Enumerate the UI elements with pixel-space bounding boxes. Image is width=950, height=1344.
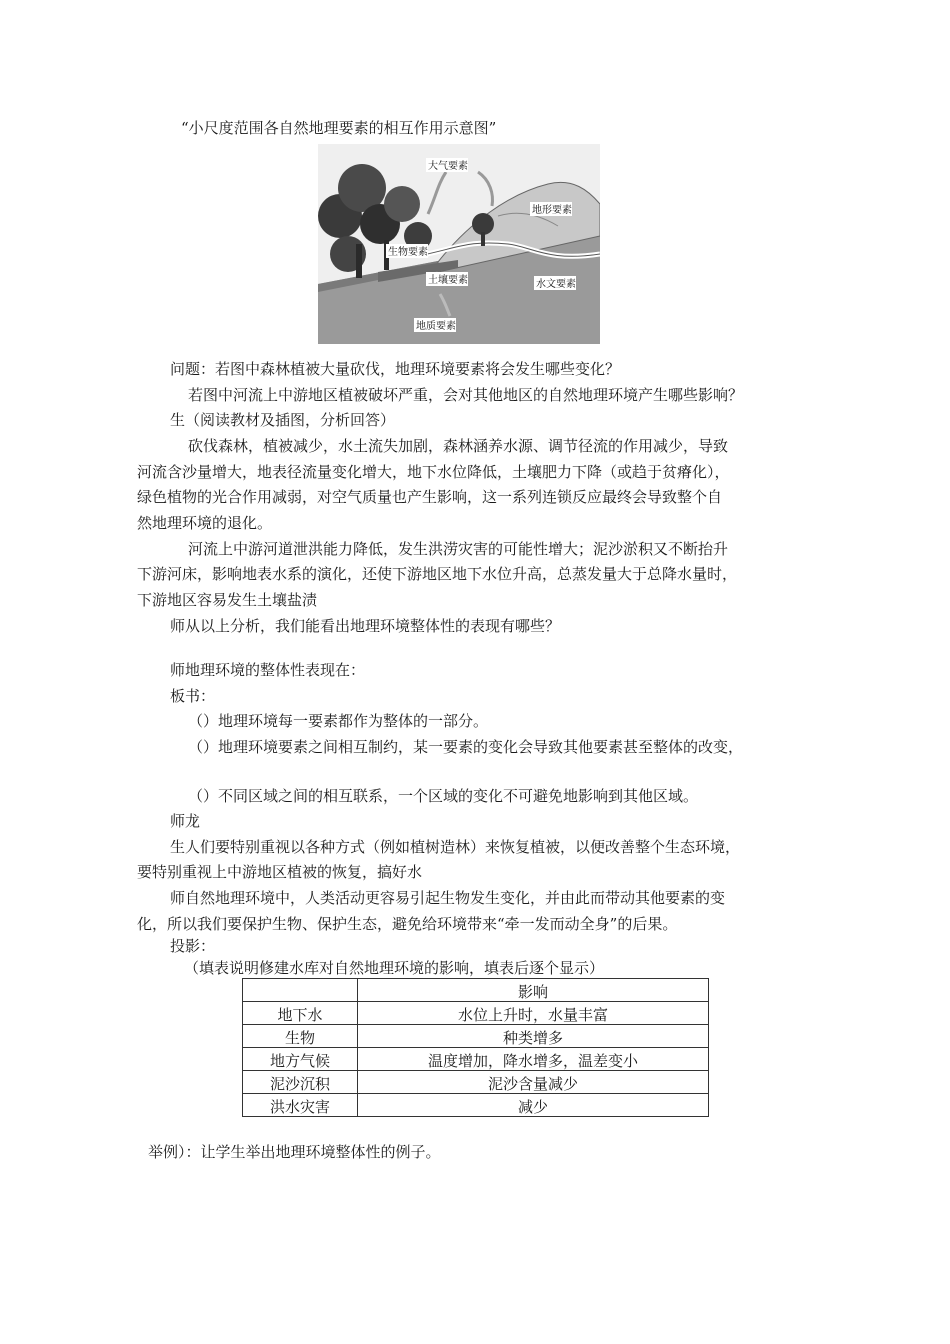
teacher-line: 师龙 (170, 812, 201, 830)
question-text-2: 若图中河流上中游地区植被破坏严重，会对其他地区的自然地理环境产生哪些影响？ (188, 386, 744, 404)
student-answer: 生人们要特别重视以各种方式（例如植树造林）来恢复植被，以便改善整个生态环境， (170, 838, 741, 856)
student-answer: 要特别重视上中游地区植被的恢复，搞好水 (137, 863, 423, 881)
figure-caption: “小尺度范围各自然地理要素的相互作用示意图” (181, 119, 497, 137)
board-point-3: （）不同区域之间的相互联系，一个区域的变化不可避免地影响到其他区域。 (188, 787, 699, 805)
answer-paragraph-1: 绿色植物的光合作用减弱，对空气质量也产生影响，这一系列连锁反应最终会导致整个自 (137, 488, 723, 506)
label-geology: 地质要素 (416, 321, 456, 332)
table-cell: 水位上升时，水量丰富 (358, 1002, 709, 1025)
answer-paragraph-1: 然地理环境的退化。 (137, 514, 273, 532)
table-row (243, 1094, 709, 1117)
board-point-1: （）地理环境每一要素都作为整体的一部分。 (188, 712, 489, 730)
teacher-summary: 师地理环境的整体性表现在： (170, 661, 366, 679)
table-header-cell (243, 979, 358, 1002)
question-text: 问题：若图中森林植被大量砍伐，地理环境要素将会发生哪些变化？ (170, 360, 621, 378)
table-cell: 洪水灾害 (243, 1094, 358, 1117)
answer-paragraph-2: 下游河床，影响地表水系的演化，还使下游地区地下水位升高，总蒸发量大于总降水量时， (137, 565, 738, 583)
label-soil: 土壤要素 (428, 275, 468, 286)
table-cell: 泥沙含量减少 (358, 1071, 709, 1094)
answer-paragraph-2: 下游地区容易发生土壤盐渍 (137, 591, 318, 609)
table-header-cell: 影响 (358, 979, 709, 1002)
table-cell: 地下水 (243, 1002, 358, 1025)
table-row (243, 1048, 709, 1071)
board-point-2: （）地理环境要素之间相互制约，某一要素的变化会导致其他要素甚至整体的改变， (188, 738, 744, 756)
projection-heading: 投影： (170, 937, 216, 955)
teacher-conclusion: 师自然地理环境中，人类活动更容易引起生物发生变化，并由此而带动其他要素的变 (170, 889, 726, 907)
teacher-question: 师从以上分析，我们能看出地理环境整体性的表现有哪些？ (170, 617, 561, 635)
answer-paragraph-1: 砍伐森林，植被减少，水土流失加剧，森林涵养水源、调节径流的作用减少，导致 (188, 437, 729, 455)
table-row (243, 1002, 709, 1025)
example-instruction: 举例）：让学生举出地理环境整体性的例子。 (148, 1143, 441, 1161)
label-hydrology: 水文要素 (536, 279, 576, 290)
teacher-conclusion: 化，所以我们要保护生物、保护生态，避免给环境带来“牵一发而动全身”的后果。 (137, 915, 678, 933)
table-cell: 生物 (243, 1025, 358, 1048)
label-biology: 生物要素 (388, 247, 428, 258)
answer-paragraph-2: 河流上中游河道泄洪能力降低，发生洪涝灾害的可能性增大；泥沙淤积又不断抬升 (188, 540, 729, 558)
table-header-row (243, 979, 709, 1002)
table-row (243, 1071, 709, 1094)
table-cell: 种类增多 (358, 1025, 709, 1048)
label-terrain: 地形要素 (532, 205, 572, 216)
table-row (243, 1025, 709, 1048)
table-cell: 地方气候 (243, 1048, 358, 1071)
board-heading: 板书： (170, 687, 216, 705)
geography-elements-diagram (318, 144, 600, 344)
table-instruction: （填表说明修建水库对自然地理环境的影响，填表后逐个显示） (184, 959, 605, 977)
student-intro: 生（阅读教材及插图，分析回答） (170, 411, 396, 429)
answer-paragraph-1: 河流含沙量增大，地表径流量变化增大，地下水位降低，土壤肥力下降（或趋于贫瘠化）， (137, 463, 730, 481)
label-atmosphere: 大气要素 (428, 161, 468, 172)
reservoir-impact-table (242, 978, 709, 1117)
table-cell: 减少 (358, 1094, 709, 1117)
table-cell: 温度增加，降水增多，温差变小 (358, 1048, 709, 1071)
table-cell: 泥沙沉积 (243, 1071, 358, 1094)
